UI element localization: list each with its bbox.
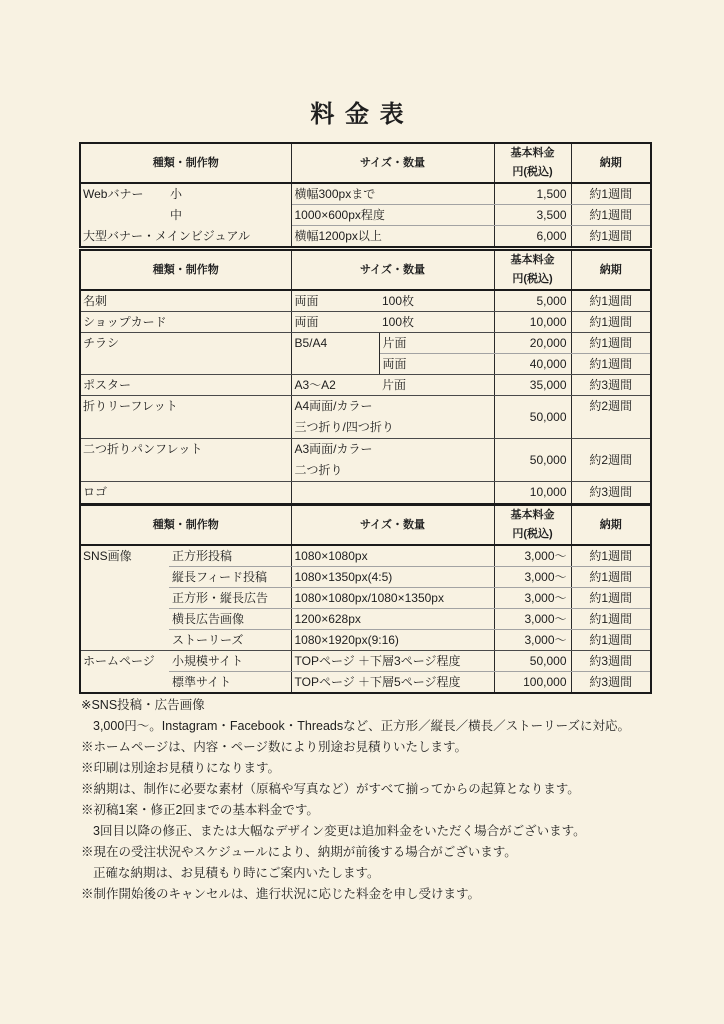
table-row — [80, 375, 651, 396]
table-row — [80, 290, 651, 312]
size-cell: 1000×600px程度 — [291, 205, 494, 226]
size-line: 三つ折り/四つ折り — [294, 420, 394, 434]
sub-item-cell: 正方形・縦長広告 — [169, 588, 291, 609]
delivery-cell: 約1週間 — [571, 545, 651, 567]
size-line: A3両面/カラー — [294, 442, 373, 456]
header-price-tax-label: 円(税込) — [512, 528, 553, 540]
header-delivery: 納期 — [571, 143, 651, 183]
table-header-row — [80, 143, 651, 183]
header-type: 種類・制作物 — [80, 250, 291, 290]
header-price-label: 基本料金 — [510, 509, 555, 521]
notes — [81, 695, 711, 905]
table-row — [80, 651, 651, 672]
header-size: サイズ・数量 — [291, 143, 494, 183]
note — [81, 695, 711, 737]
price-cell: 50,000 — [494, 651, 571, 672]
size-cell: TOPページ ＋下層3ページ程度 — [291, 651, 494, 672]
option-cell: 両面 — [379, 354, 494, 375]
price-table-sns-web — [79, 504, 652, 694]
option-cell: 100枚 — [379, 312, 494, 333]
table-row — [80, 396, 651, 439]
note-line: ※現在の受注状況やスケジュールにより、納期が前後する場合がございます。 — [81, 845, 517, 859]
price-cell: 50,000 — [494, 396, 571, 439]
header-price-tax-label: 円(税込) — [512, 166, 553, 178]
size-line: 二つ折り — [294, 463, 343, 477]
table-row — [80, 333, 651, 354]
note — [81, 758, 711, 779]
size-cell: 1200×628px — [291, 609, 494, 630]
delivery-cell: 約1週間 — [571, 333, 651, 354]
table-row — [80, 439, 651, 482]
note-line: 3回目以降の修正、または大幅なデザイン変更は追加料金をいただく場合がございます。 — [93, 824, 586, 838]
note-line: ※納期は、制作に必要な素材（原稿や写真など）がすべて揃ってからの起算となります。 — [81, 782, 580, 796]
size-cell: 横幅1200px以上 — [291, 226, 494, 248]
price-cell: 40,000 — [494, 354, 571, 375]
delivery-cell: 約1週間 — [571, 312, 651, 333]
delivery-cell: 約1週間 — [571, 290, 651, 312]
group-label: SNS画像 — [80, 545, 169, 651]
size-cell: TOPページ ＋下層5ページ程度 — [291, 672, 494, 694]
item-variant: 中 — [170, 207, 183, 222]
item-name: Webバナー — [83, 187, 144, 202]
header-price-label: 基本料金 — [510, 147, 555, 159]
sub-item-cell: 横長広告画像 — [169, 609, 291, 630]
delivery-cell: 約1週間 — [571, 630, 651, 651]
note — [81, 884, 711, 905]
note-line: ※SNS投稿・広告画像 — [81, 698, 205, 712]
table-row — [80, 226, 651, 248]
delivery-cell: 約3週間 — [571, 482, 651, 504]
item-cell: 折りリーフレット — [80, 396, 291, 439]
delivery-cell: 約1週間 — [571, 588, 651, 609]
note — [81, 800, 711, 842]
header-price-label: 基本料金 — [510, 254, 555, 266]
item-cell: チラシ — [80, 333, 291, 375]
delivery-cell: 約3週間 — [571, 672, 651, 694]
size-cell — [291, 482, 494, 504]
note-line: 正確な納期は、お見積もり時にご案内いたします。 — [93, 866, 380, 880]
header-type: 種類・制作物 — [80, 505, 291, 545]
header-size: サイズ・数量 — [291, 250, 494, 290]
delivery-cell: 約1週間 — [571, 226, 651, 248]
table-row — [80, 545, 651, 567]
option-cell: 片面 — [379, 333, 494, 354]
page-title: 料 金 表 — [310, 101, 406, 128]
sub-item-cell: 小規模サイト — [169, 651, 291, 672]
size-cell — [291, 396, 494, 439]
price-cell: 1,500 — [494, 183, 571, 205]
item-cell — [80, 183, 291, 205]
item-cell — [80, 205, 291, 226]
item-cell: ロゴ — [80, 482, 291, 504]
price-cell: 3,500 — [494, 205, 571, 226]
sub-item-cell: 縦長フィード投稿 — [169, 567, 291, 588]
table-header-row — [80, 250, 651, 290]
sub-item-cell: 正方形投稿 — [169, 545, 291, 567]
delivery-cell: 約1週間 — [571, 205, 651, 226]
delivery-cell: 約1週間 — [571, 567, 651, 588]
size-cell: 両面 — [291, 312, 379, 333]
table-header-row — [80, 505, 651, 545]
delivery-cell: 約2週間 — [571, 396, 651, 439]
price-cell: 3,000～ — [494, 609, 571, 630]
sub-item-cell: 標準サイト — [169, 672, 291, 694]
header-size: サイズ・数量 — [291, 505, 494, 545]
price-cell: 20,000 — [494, 333, 571, 354]
note-line: ※初稿1案・修正2回までの基本料金です。 — [81, 803, 319, 817]
item-cell: 名刺 — [80, 290, 291, 312]
note-line: ※ホームページは、内容・ページ数により別途お見積りいたします。 — [81, 740, 468, 754]
price-cell: 10,000 — [494, 482, 571, 504]
size-cell: 1080×1080px — [291, 545, 494, 567]
delivery-cell: 約1週間 — [571, 354, 651, 375]
size-cell — [291, 439, 494, 482]
item-cell: ショップカード — [80, 312, 291, 333]
note — [81, 737, 711, 758]
price-cell: 3,000～ — [494, 630, 571, 651]
header-delivery: 納期 — [571, 250, 651, 290]
header-price — [494, 250, 571, 290]
price-cell: 100,000 — [494, 672, 571, 694]
delivery-cell: 約1週間 — [571, 183, 651, 205]
price-table-web — [79, 142, 652, 248]
price-cell: 35,000 — [494, 375, 571, 396]
item-cell: 二つ折りパンフレット — [80, 439, 291, 482]
price-cell: 6,000 — [494, 226, 571, 248]
delivery-cell: 約3週間 — [571, 375, 651, 396]
group-label: ホームページ — [80, 651, 169, 694]
size-cell: 1080×1080px/1080×1350px — [291, 588, 494, 609]
size-cell: 1080×1350px(4:5) — [291, 567, 494, 588]
price-cell: 50,000 — [494, 439, 571, 482]
header-type: 種類・制作物 — [80, 143, 291, 183]
note — [81, 842, 711, 884]
header-delivery: 納期 — [571, 505, 651, 545]
size-cell: 横幅300pxまで — [291, 183, 494, 205]
note-line: ※印刷は別途お見積りになります。 — [81, 761, 281, 775]
option-cell: 100枚 — [379, 290, 494, 312]
size-cell: B5/A4 — [291, 333, 379, 375]
size-line: A4両面/カラー — [294, 399, 373, 413]
price-cell: 3,000～ — [494, 588, 571, 609]
item-cell: ポスター — [80, 375, 291, 396]
table-row — [80, 205, 651, 226]
price-cell: 10,000 — [494, 312, 571, 333]
size-cell: A3～A2 — [291, 375, 379, 396]
note-line: 3,000円～。Instagram・Facebook・Threadsなど、正方形／縦長／横長／ストーリーズに対応。 — [93, 719, 630, 733]
item-cell: 大型バナー・メインビジュアル — [80, 226, 291, 248]
note-line: ※制作開始後のキャンセルは、進行状況に応じた料金を申し受けます。 — [81, 887, 481, 901]
price-cell: 5,000 — [494, 290, 571, 312]
sub-item-cell: ストーリーズ — [169, 630, 291, 651]
size-cell: 1080×1920px(9:16) — [291, 630, 494, 651]
header-price-tax-label: 円(税込) — [512, 273, 553, 285]
price-cell: 3,000～ — [494, 545, 571, 567]
price-cell: 3,000～ — [494, 567, 571, 588]
price-table-print — [79, 249, 652, 505]
delivery-cell: 約1週間 — [571, 609, 651, 630]
size-cell: 両面 — [291, 290, 379, 312]
option-cell: 片面 — [379, 375, 494, 396]
header-price — [494, 505, 571, 545]
note — [81, 779, 711, 800]
delivery-cell: 約3週間 — [571, 651, 651, 672]
delivery-cell: 約2週間 — [571, 439, 651, 482]
header-price — [494, 143, 571, 183]
table-row — [80, 312, 651, 333]
table-row — [80, 482, 651, 504]
table-row — [80, 183, 651, 205]
item-variant: 小 — [170, 187, 183, 201]
